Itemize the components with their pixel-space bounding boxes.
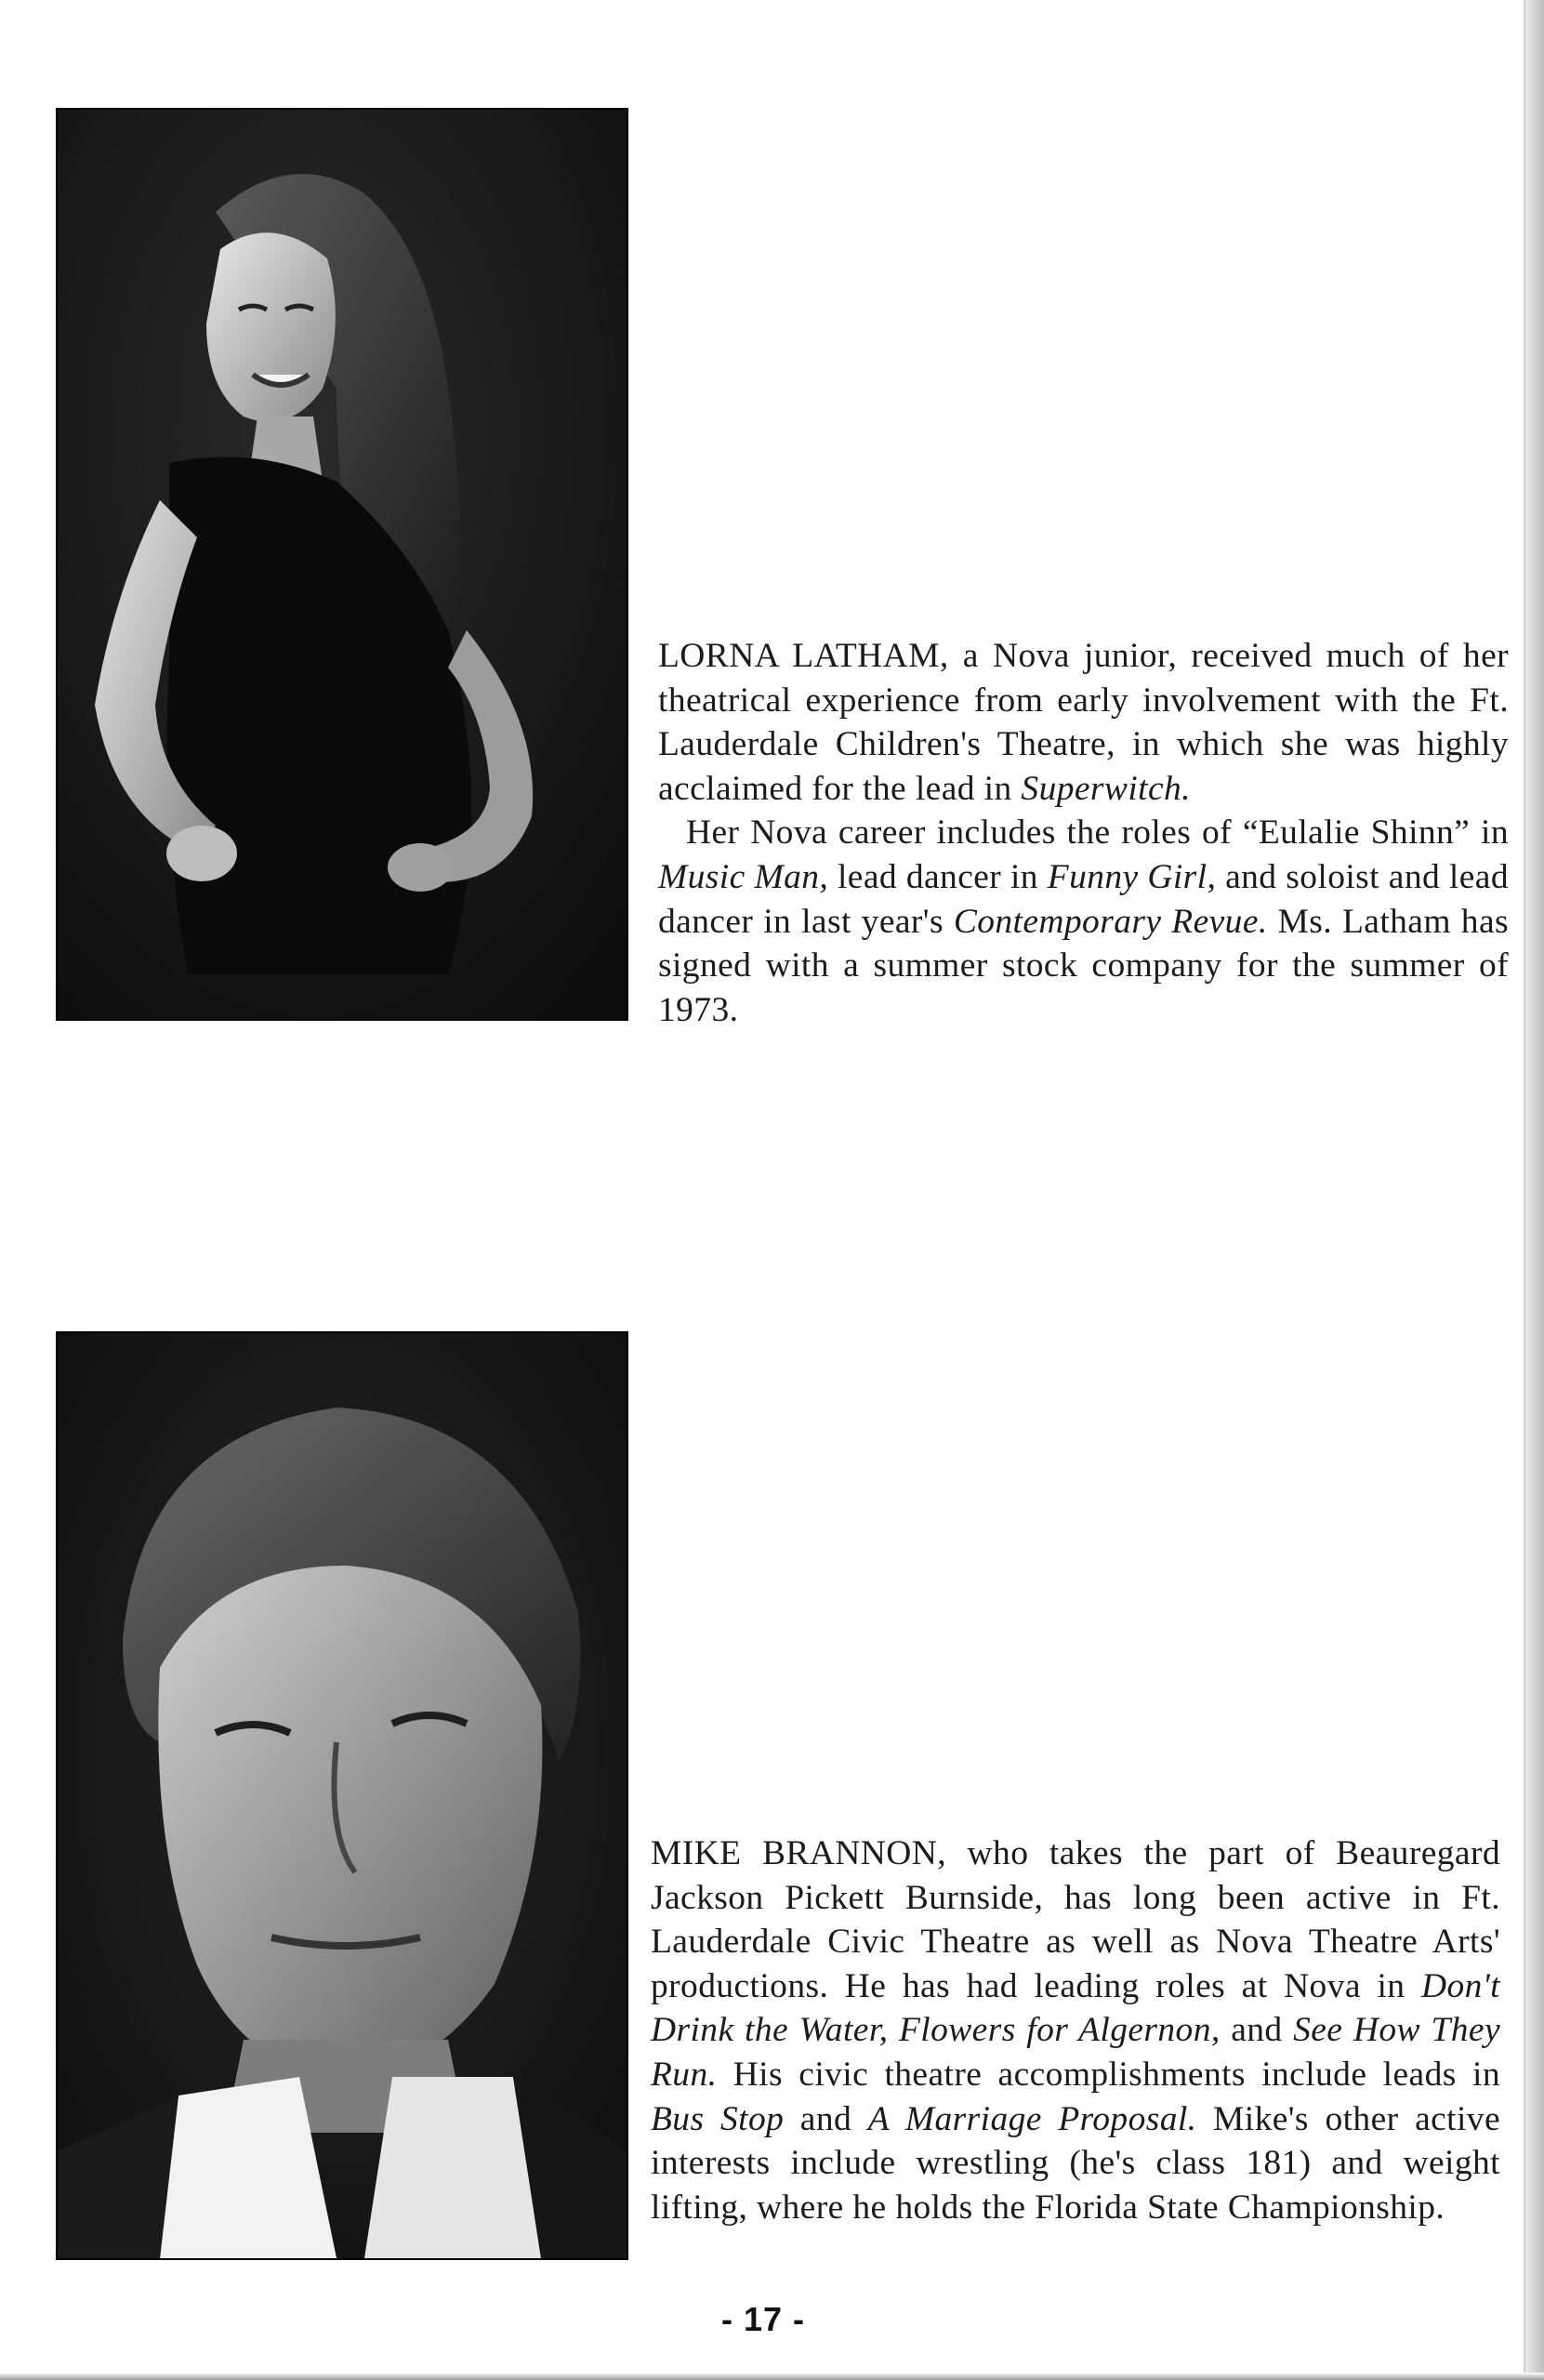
- play-title: Don't Drink the Water, Flowers for Algernon,: [651, 1966, 1500, 2050]
- bio-text: Ms. Latham has signed with a summer stock company for the summer of 1973.: [658, 902, 1509, 1029]
- bio-lorna-latham: [658, 634, 1509, 1032]
- page-number: - 17 -: [721, 2300, 806, 2338]
- page-edge-line: [1524, 0, 1525, 2380]
- bio-mike-brannon: [651, 1831, 1500, 2229]
- bio-text: , a Nova junior, received much of her theatrical experience from early involvement with the Ft. Lauderdale Children's Theatre, in which she was highly acclaimed for the lead in: [658, 637, 1509, 808]
- play-title: Superwitch.: [1021, 769, 1191, 808]
- bio-text: and: [784, 2099, 868, 2138]
- bio-text: and: [1220, 2011, 1294, 2050]
- portrait-woman-image: [58, 110, 627, 1019]
- play-title: See How They Run.: [651, 2011, 1500, 2094]
- page-edge-shadow: [1524, 0, 1544, 2380]
- bio-text: lead dancer in: [828, 857, 1048, 896]
- bio-text: , who takes the part of Beauregard Jackson Pickett Burnside, has long been active in Ft. Lauderdale Civic Theatre as well as Nova Theatre Arts' productions. He has had leading roles at Nova in: [651, 1834, 1500, 2005]
- bio-text: Mike's other active interests include wrestling (he's class 181) and weight lifting, where he holds the Florida State Championship.: [651, 2099, 1500, 2227]
- bio-text: and soloist and lead dancer in last year's: [658, 857, 1509, 941]
- play-title: Funny Girl,: [1047, 857, 1217, 896]
- bio-text: Her Nova career includes the roles of “Eulalie Shinn” in: [686, 813, 1509, 853]
- photo-lorna-latham: [56, 108, 628, 1021]
- page-bottom-shadow: [0, 2373, 1544, 2380]
- bio-name-mike: MIKE BRANNON: [651, 1834, 938, 1872]
- portrait-man-image: [58, 1333, 627, 2258]
- play-title: Music Man,: [658, 857, 829, 896]
- play-title: Contemporary Revue.: [953, 902, 1268, 941]
- bio-text: His civic theatre accomplishments include leads in: [717, 2055, 1500, 2094]
- play-title: Bus Stop: [651, 2099, 785, 2138]
- photo-mike-brannon: [56, 1331, 628, 2260]
- bio-name-lorna: LORNA LATHAM: [658, 637, 940, 675]
- play-title: A Marriage Proposal.: [867, 2099, 1197, 2138]
